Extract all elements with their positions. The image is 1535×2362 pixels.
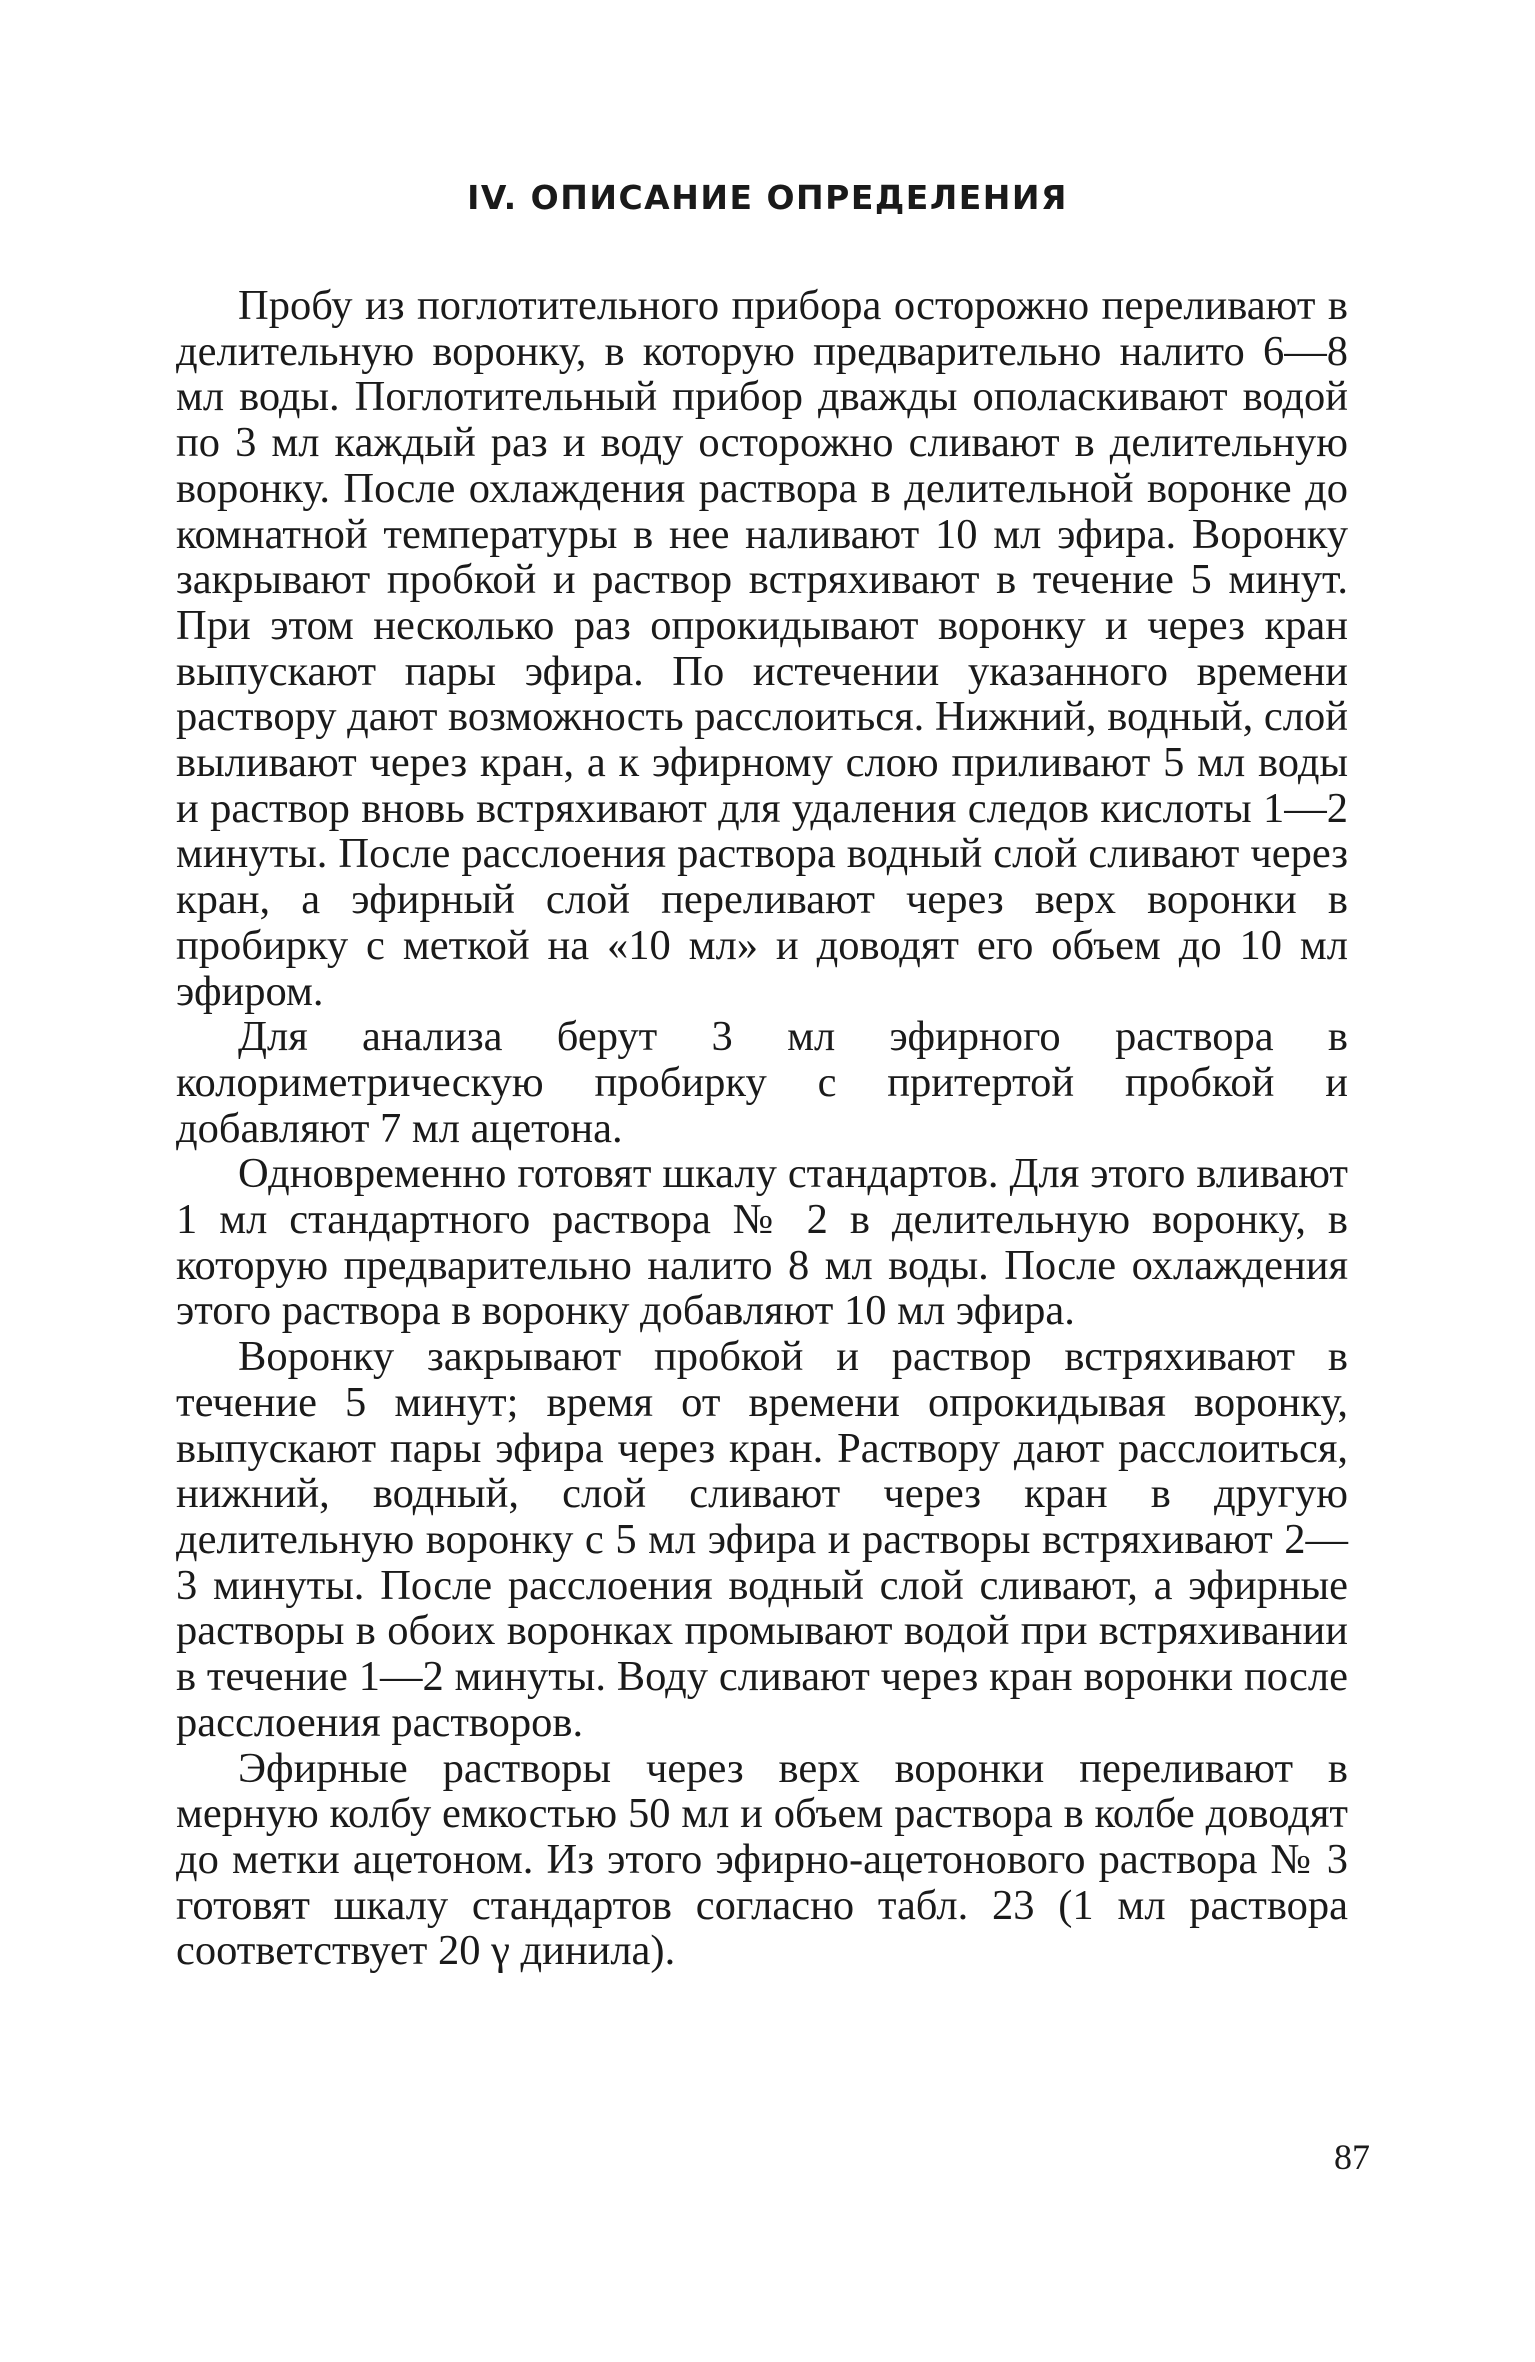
paragraph: Воронку закрывают пробкой и раствор встряхивают в течение 5 минут; время от времени опрокидывая воронку, выпускают пары эфира через кран. Раствору дают расслоиться, нижний, водный, слой сливают через кран в другую делительную воронку с 5 мл эфира и растворы встряхивают 2—3 минуты. После расслоения водный слой сливают, а эфирные растворы в обоих воронках промывают водой при встряхивании в течение 1—2 минуты. Воду сливают через кран воронки после расслоения растворов. xyxy=(176,1333,1348,1746)
paragraph: Для анализа берут 3 мл эфирного раствора в колориметрическую пробирку с притертой пробкой и добавляют 7 мл ацетона. xyxy=(176,1013,1348,1152)
section-heading: IV. ОПИСАНИЕ ОПРЕДЕЛЕНИЯ xyxy=(467,178,1068,217)
paragraph: Одновременно готовят шкалу стандартов. Для этого вливают 1 мл стандартного раствора № 2 в делительную воронку, в которую предварительно налито 8 мл воды. После охлаждения этого раствора в воронку добавляют 10 мл эфира. xyxy=(176,1150,1348,1335)
body-text xyxy=(176,283,1348,1974)
page-number: 87 xyxy=(1334,2137,1370,2177)
paragraph: Эфирные растворы через верх воронки переливают в мерную колбу емкостью 50 мл и объем раствора в колбе доводят до метки ацетоном. Из этого эфирно-ацетонового раствора № 3 готовят шкалу стандартов согласно табл. 23 (1 мл раствора соответствует 20 γ динила). xyxy=(176,1744,1348,1975)
paragraph: Пробу из поглотительного прибора осторожно переливают в делительную воронку, в которую предварительно налито 6—8 мл воды. Поглотительный прибор дважды ополаскивают водой по 3 мл каждый раз и воду осторожно сливают в делительную воронку. После охлаждения раствора в делительной воронке до комнатной температуры в нее наливают 10 мл эфира. Воронку закрывают пробкой и раствор встряхивают в течение 5 минут. При этом несколько раз опрокидывают воронку и через кран выпускают пары эфира. По истечении указанного времени раствору дают возможность расслоиться. Нижний, водный, слой выливают через кран, а к эфирному слою приливают 5 мл воды и раствор вновь встряхивают для удаления следов кислоты 1—2 минуты. После расслоения раствора водный слой сливают через кран, а эфирный слой переливают через верх воронки в пробирку с меткой на «10 мл» и доводят его объем до 10 мл эфиром. xyxy=(176,282,1348,1015)
